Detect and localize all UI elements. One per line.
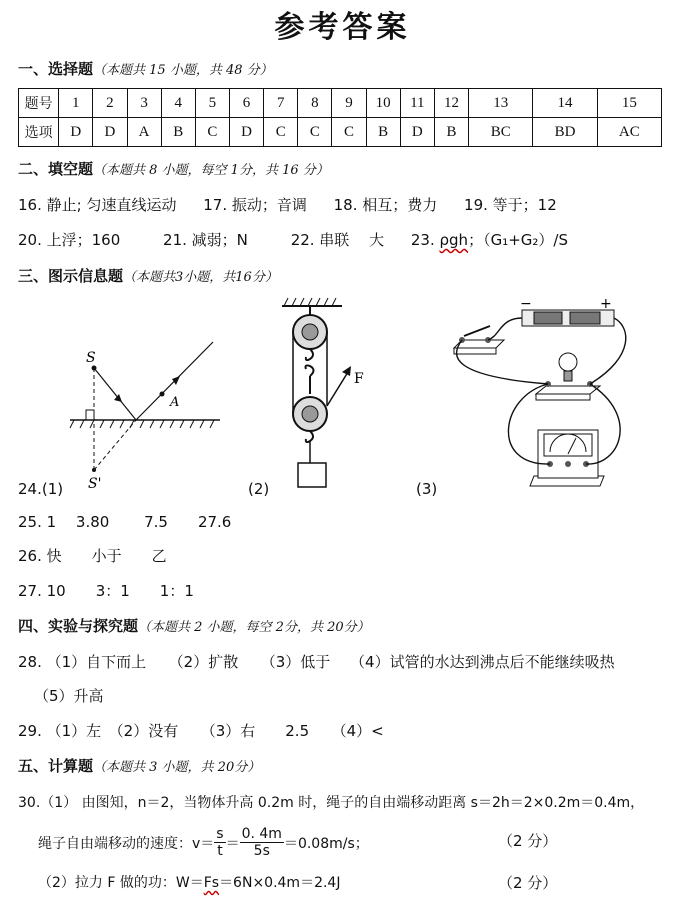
section-5-note: （本题共 3 小题，共 20分） (93, 760, 261, 775)
section-5-title: 五、计算题 (18, 757, 94, 775)
minus-label: − (520, 296, 532, 312)
label-a: A (170, 395, 180, 410)
answer-line-28: 28. （1）自下而上 （2）扩散 （3）低于 （4）试管的水达到沸点后不能继续吸热 (18, 653, 615, 671)
table-cell: 9 (332, 89, 366, 118)
table-cell: 6 (229, 89, 263, 118)
table-cell: B (366, 118, 400, 147)
equals-sign: ＝ (225, 835, 240, 852)
answer-line-27: 27. 10 3：1 1：1 (18, 582, 194, 600)
answer-line-16-19 (18, 194, 557, 215)
plus-label: + (600, 296, 612, 312)
answer-18: 18. 相互；费力 (333, 196, 438, 214)
reflection-diagram (70, 330, 230, 490)
answer-20: 20. 上浮；160 (18, 231, 121, 249)
answer-22: 22. 串联 大 (290, 231, 385, 249)
denominator: 5s (253, 843, 270, 859)
section-5-heading (18, 755, 260, 776)
section-1-title: 一、选择题 (18, 60, 94, 78)
table-cell: 选项 (19, 118, 59, 147)
circuit-diagram (440, 296, 640, 496)
answer-24-2: (2) (248, 480, 270, 498)
table-row (19, 118, 662, 147)
table-cell: 14 (533, 89, 597, 118)
table-cell: BD (533, 118, 597, 147)
table-cell: 1 (59, 89, 93, 118)
velocity-result: ＝0.08m/s； (283, 835, 369, 852)
table-row (19, 89, 662, 118)
fraction-s-over-t (214, 826, 225, 859)
table-cell: A (127, 118, 161, 147)
answer-line-29: 29. （1）左 （2）没有 （3）右 2.5 （4）< (18, 722, 384, 740)
numerator: s (216, 826, 224, 842)
table-cell: BC (469, 118, 533, 147)
table-cell: D (59, 118, 93, 147)
page-title: 参考答案 (274, 10, 411, 45)
table-cell: 5 (195, 89, 229, 118)
table-cell: D (229, 118, 263, 147)
table-cell: 4 (161, 89, 195, 118)
table-cell: B (434, 118, 468, 147)
table-cell: 题号 (19, 89, 59, 118)
work-fs: Fs (203, 875, 220, 891)
work-label: （2）拉力 F 做的功：W＝ (38, 875, 204, 891)
score-work: （2 分） (498, 874, 558, 892)
table-cell: C (264, 118, 298, 147)
velocity-label: 绳子自由端移动的速度：v＝ (38, 835, 215, 852)
label-s: S (86, 350, 96, 366)
section-1-note: （本题共 15 小题，共 48 分） (93, 63, 273, 78)
answer-line-28-b: （5）升高 (34, 687, 104, 705)
answer-line-30-work (38, 872, 340, 892)
section-4-note: （本题共 2 小题，每空 2分，共 20分） (138, 620, 370, 635)
answer-23-rest: ；（G₁+G₂）/S (468, 231, 568, 249)
answer-line-30-velocity (38, 826, 369, 859)
answer-line-26: 26. 快 小于 乙 (18, 547, 167, 565)
table-cell: AC (597, 118, 661, 147)
table-cell: 7 (264, 89, 298, 118)
section-2-heading (18, 158, 329, 179)
section-2-note: （本题共 8 小题，每空 1分，共 16 分） (93, 163, 329, 178)
answer-line-20-23 (18, 229, 568, 250)
table-cell: 3 (127, 89, 161, 118)
answer-24-3: (3) (416, 480, 438, 498)
table-cell: 12 (434, 89, 468, 118)
pulley-diagram (272, 296, 382, 496)
answer-line-25: 25. 1 3.80 7.5 27.6 (18, 513, 232, 531)
section-4-title: 四、实验与探究题 (18, 617, 139, 635)
section-2-title: 二、填空题 (18, 160, 94, 178)
table-cell: C (332, 118, 366, 147)
table-cell: C (298, 118, 332, 147)
answer-24-1: 24.(1) (18, 480, 64, 498)
label-s-prime: S' (88, 476, 102, 492)
fraction-distance-over-time (240, 826, 284, 859)
numerator: 0. 4m (241, 826, 282, 842)
answer-23-formula: ρgh (439, 231, 469, 249)
answer-21: 21. 减弱；N (163, 231, 248, 249)
section-3-title: 三、图示信息题 (18, 267, 124, 285)
table-cell: 10 (366, 89, 400, 118)
answer-17: 17. 振动；音调 (203, 196, 307, 214)
table-cell: 8 (298, 89, 332, 118)
answer-16: 16. 静止; 匀速直线运动 (18, 196, 177, 214)
label-f: F (354, 371, 364, 387)
answer-line-30-1: 30.（1） 由图知，n＝2，当物体升高 0.2m 时，绳子的自由端移动距离 s＝2h＝2×0.2m＝0.4m， (18, 795, 645, 811)
section-1-heading (18, 58, 273, 79)
table-cell: 15 (597, 89, 661, 118)
table-cell: D (93, 118, 127, 147)
answer-table (18, 88, 662, 147)
table-cell: C (195, 118, 229, 147)
work-result: ＝6N×0.4m＝2.4J (219, 875, 341, 891)
table-cell: 11 (400, 89, 434, 118)
section-3-heading (18, 265, 278, 286)
section-4-heading (18, 615, 370, 636)
section-3-note: （本题共3小题，共16分） (123, 270, 278, 285)
table-cell: D (400, 118, 434, 147)
table-cell: 13 (469, 89, 533, 118)
answer-line-24 (18, 480, 63, 498)
answer-23-number: 23. (410, 231, 435, 249)
table-cell: 2 (93, 89, 127, 118)
table-cell: B (161, 118, 195, 147)
denominator: t (217, 843, 223, 859)
answer-19: 19. 等于；12 (464, 196, 557, 214)
score-velocity: （2 分） (498, 832, 558, 850)
